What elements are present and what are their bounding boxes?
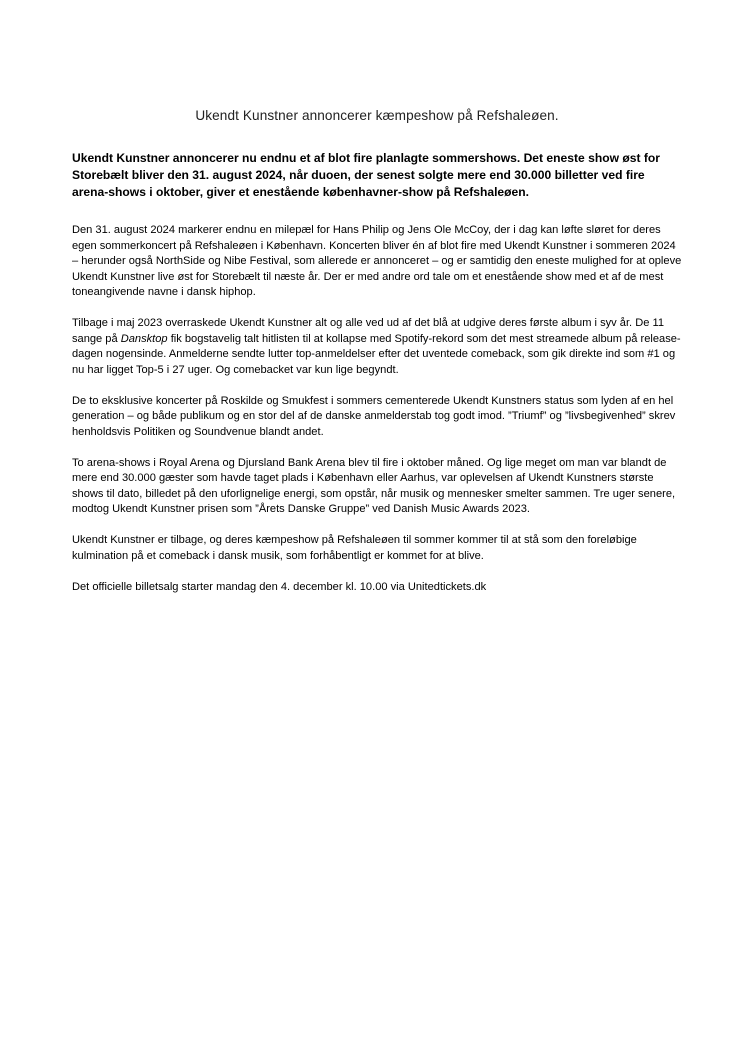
- album-title: Dansktop: [120, 332, 168, 345]
- paragraph-2-part-1: Tilbage i maj 2023 overraskede Ukendt Kunstner alt og alle ved ud af det blå at udgive deres første album i syv år. De 11 sange på: [72, 317, 664, 345]
- lead-paragraph: Ukendt Kunstner annoncerer nu endnu et af blot fire planlagte sommershows. Det eneste show øst for Storebælt bliver den 31. august 2024, når duoen, der senest solgte mere end 30.000 billetter ved fire arena-shows i oktober, giver et enestående københavner-show på Refshaleøen.: [72, 151, 660, 199]
- paragraph-5: Ukendt Kunstner er tilbage, og deres kæmpeshow på Refshaleøen til sommer kommer til at stå som den foreløbige kulmination på et comeback i dansk musik, som forhåbentligt er kommet for at blive.: [72, 534, 637, 562]
- paragraph-2-part-2: fik bogstavelig talt hitlisten til at kollapse med Spotify-rekord som det mest streamede album på release-dagen nogensinde. Anmelderne sendte lutter top-anmeldelser efter det uventede comeback, som gik direkte ind som #1 og nu har ligget Top-5 i 27 uger. Og comebacket var kun lige begyndt.: [72, 332, 681, 376]
- paragraph-6: Det officielle billetsalg starter mandag den 4. december kl. 10.00 via Unitedtickets.dk: [72, 580, 487, 593]
- paragraph-1: Den 31. august 2024 markerer endnu en milepæl for Hans Philip og Jens Ole McCoy, der i dag kan løfte sløret for deres egen sommerkoncert på Refshaleøen i København. Koncerten bliver én af blot fire med Ukendt Kunstner i sommeren 2024 – herunder også NorthSide og Nibe Festival, som allerede er annonceret – og er samtidig den eneste mulighed for at opleve Ukendt Kunstner live øst for Storebælt til næste år. Der er med andre ord tale om et enestående show med et af de mest toneangivende navne i dansk hiphop.: [72, 224, 682, 298]
- paragraph-3: De to eksklusive koncerter på Roskilde og Smukfest i sommers cementerede Ukendt Kunstners status som lyden af en hel generation – og både publikum og en stor del af de danske anmelderstab tog godt imod. ”Triumf” og ”livsbegivenhed” skrev henholdsvis Politiken og Soundvenue blandt andet.: [72, 394, 676, 438]
- paragraph-2: [72, 316, 684, 378]
- document-title: Ukendt Kunstner annoncerer kæmpeshow på Refshaleøen.: [195, 108, 559, 123]
- paragraph-4: To arena-shows i Royal Arena og Djursland Bank Arena blev til fire i oktober måned. Og lige meget om man var blandt de mere end 30.000 gæster som havde taget plads i København eller Aarhus, var oplevelsen af Ukendt Kunstners største shows til dato, billedet på den uforlignelige energi, som opstår, når musik og mennesker smelter sammen. Tre uger senere, modtog Ukendt Kunstner prisen som ”Årets Danske Gruppe” ved Danish Music Awards 2023.: [72, 456, 676, 515]
- body-text: [72, 223, 684, 611]
